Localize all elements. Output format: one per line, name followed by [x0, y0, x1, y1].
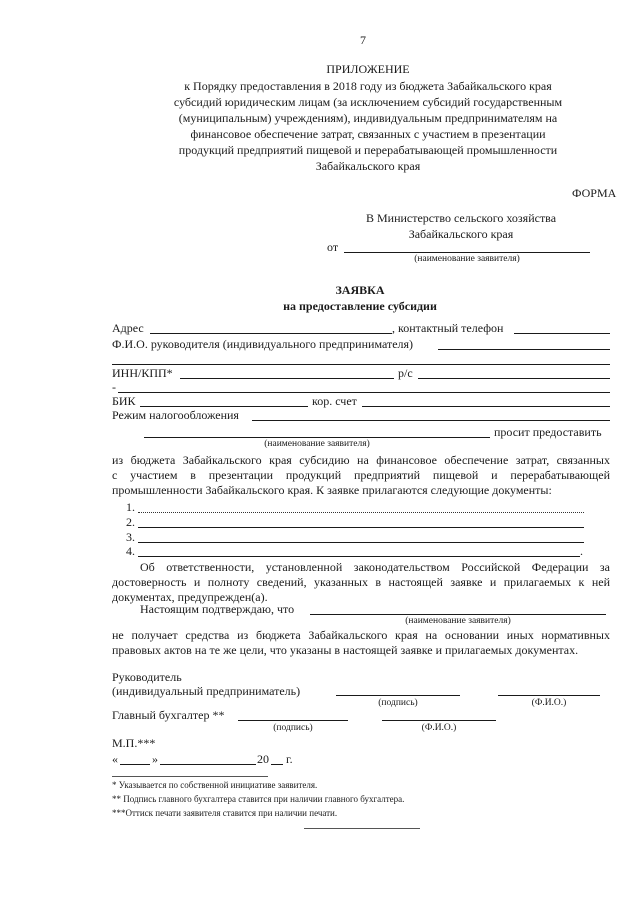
document-item-3-number: 3.	[126, 530, 135, 544]
no-funds-line-1: не получает средства из бюджета Забайкальского края на основании иных нормативных	[112, 628, 610, 642]
appendix-title: ПРИЛОЖЕНИЕ	[326, 62, 410, 76]
tax-regime-label: Режим налогообложения	[112, 408, 239, 422]
subsidy-paragraph-line-3: промышленности Забайкальского края. К заявке прилагаются следующие документы:	[112, 483, 552, 497]
document-item-4-number: 4.	[126, 544, 135, 558]
appendix-line-2: субсидий юридическим лицам (за исключением субсидий государственным	[173, 95, 563, 109]
head-name-line[interactable]	[438, 349, 610, 350]
inn-line[interactable]	[180, 378, 394, 379]
appendix-line-5: продукций предприятий пищевой и перерабатывающей промышленности	[178, 143, 558, 157]
accountant-name-caption: (Ф.И.О.)	[421, 723, 457, 733]
head-name-line-2[interactable]	[112, 364, 610, 365]
seal-label: М.П.***	[112, 736, 156, 750]
head-title-line-2: (индивидуальный предприниматель)	[112, 684, 301, 698]
date-open-quote: «	[112, 752, 118, 766]
bik-label: БИК	[112, 394, 136, 408]
phone-label: , контактный телефон	[392, 321, 504, 335]
accountant-name-line[interactable]	[382, 720, 496, 721]
footnote-separator	[112, 776, 268, 777]
document-item-2-number: 2.	[126, 515, 135, 529]
address-label: Адрес	[112, 321, 144, 335]
corr-account-label: кор. счет	[312, 394, 357, 408]
address-line[interactable]	[150, 333, 392, 334]
responsibility-line-1: Об ответственности, установленной законодательством Российской Федерации за	[140, 560, 610, 574]
head-title-line-1: Руководитель	[112, 670, 182, 684]
tax-regime-line[interactable]	[252, 420, 610, 421]
requesting-applicant-line[interactable]	[144, 437, 490, 438]
subsidy-paragraph-line-1: из бюджета Забайкальского края субсидию на финансовое обеспечение затрат, связанных	[112, 453, 610, 467]
accountant-signature-line[interactable]	[238, 720, 348, 721]
accountant-signature-caption: (подпись)	[273, 723, 313, 733]
confirm-applicant-line[interactable]	[310, 614, 606, 615]
document-item-1-line[interactable]	[138, 512, 584, 513]
appendix-line-6: Забайкальского края	[315, 159, 421, 173]
document-item-1-number: 1.	[126, 500, 135, 514]
responsibility-line-3: документах, предупрежден(а).	[112, 590, 268, 604]
documents-end-period: .	[580, 544, 583, 558]
accountant-label: Главный бухгалтер **	[112, 708, 225, 722]
confirm-applicant-caption: (наименование заявителя)	[405, 616, 511, 626]
recipient-line-2: Забайкальского края	[408, 227, 514, 241]
date-year-line[interactable]	[271, 764, 283, 765]
requests-label: просит предоставить	[494, 425, 602, 439]
responsibility-line-2: достоверность и полноту сведений, указанных в настоящей заявке и прилагаемых к ней	[112, 575, 610, 589]
head-signature-caption: (подпись)	[378, 698, 418, 708]
bottom-separator	[304, 828, 420, 829]
document-item-3-line[interactable]	[138, 542, 584, 543]
account-line[interactable]	[418, 378, 610, 379]
from-label: от	[327, 240, 339, 254]
appendix-line-1: к Порядку предоставления в 2018 году из бюджета Забайкальского края	[184, 79, 552, 93]
appendix-line-4: финансовое обеспечение затрат, связанных с участием в презентации	[190, 127, 546, 141]
document-item-2-line[interactable]	[138, 527, 584, 528]
page-number: 7	[360, 33, 366, 47]
head-name-label: Ф.И.О. руководителя (индивидуального предпринимателя)	[112, 337, 414, 351]
footnote-3: ***Оттиск печати заявителя ставится при наличии печати.	[112, 808, 338, 818]
date-close-quote: »	[152, 752, 158, 766]
account-label: р/с	[398, 366, 413, 380]
head-name-signature-line[interactable]	[498, 695, 600, 696]
date-month-line[interactable]	[160, 764, 256, 765]
corr-account-line[interactable]	[362, 406, 610, 407]
head-signature-line[interactable]	[336, 695, 460, 696]
application-subtitle: на предоставление субсидии	[283, 299, 437, 313]
footnote-2: ** Подпись главного бухгалтера ставится при наличии главного бухгалтера.	[112, 794, 405, 804]
document-item-4-line[interactable]	[138, 556, 580, 557]
date-year-prefix: 20	[257, 752, 269, 766]
bik-line[interactable]	[140, 406, 308, 407]
dash-mark: -	[112, 380, 116, 394]
confirm-label: Настоящим подтверждаю, что	[140, 602, 295, 616]
application-title: ЗАЯВКА	[335, 283, 385, 297]
date-year-suffix: г.	[286, 752, 293, 766]
head-name-caption: (Ф.И.О.)	[531, 698, 567, 708]
subsidy-paragraph-line-2: с участием в презентации продукций предприятий пищевой и перерабатывающей	[112, 468, 610, 482]
date-day-line[interactable]	[120, 764, 150, 765]
appendix-line-3: (муниципальным) учреждениям), индивидуальным предпринимателям на	[178, 111, 558, 125]
footnote-1: * Указывается по собственной инициативе заявителя.	[112, 780, 318, 790]
requesting-applicant-caption: (наименование заявителя)	[264, 439, 370, 449]
applicant-caption: (наименование заявителя)	[414, 254, 520, 264]
phone-line[interactable]	[514, 333, 610, 334]
applicant-name-line[interactable]	[344, 252, 590, 253]
account-line-2[interactable]	[118, 392, 610, 393]
no-funds-line-2: правовых актов на те же цели, что указаны в настоящей заявке и прилагаемых документах.	[112, 643, 579, 657]
recipient-line-1: В Министерство сельского хозяйства	[365, 211, 557, 225]
form-label: ФОРМА	[572, 186, 617, 200]
inn-label: ИНН/КПП*	[112, 366, 173, 380]
